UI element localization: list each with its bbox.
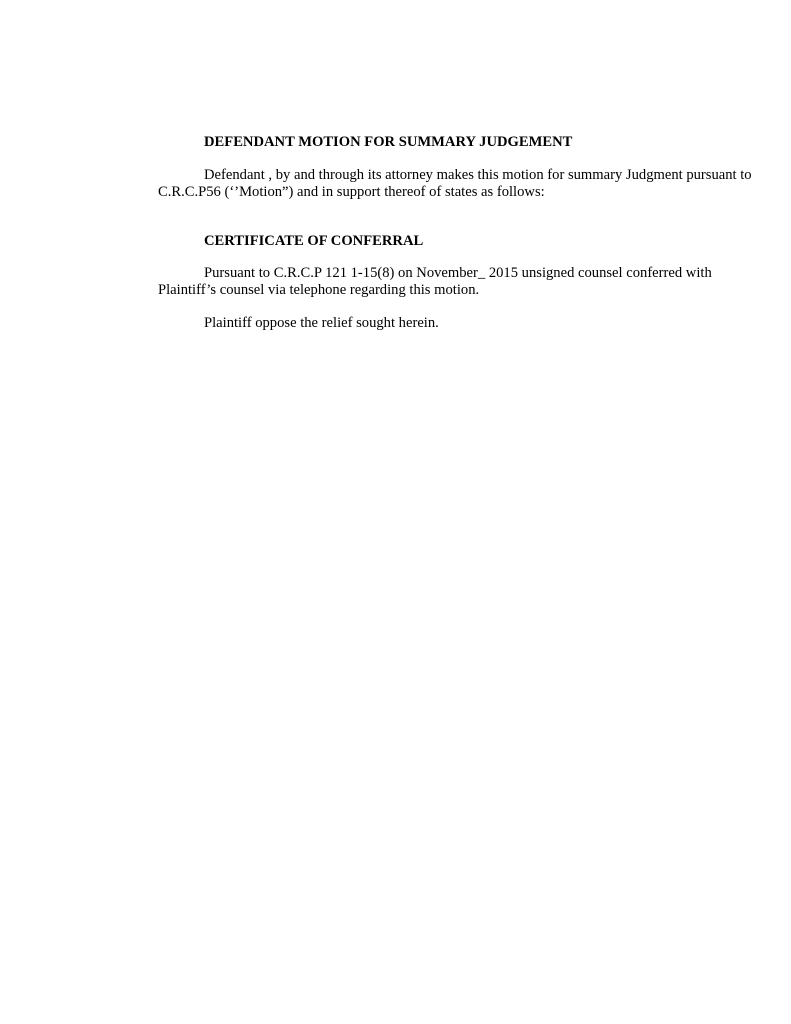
certificate-heading: CERTIFICATE OF CONFERRAL bbox=[204, 233, 424, 249]
opposition-paragraph bbox=[158, 315, 758, 332]
intro-paragraph bbox=[158, 167, 758, 201]
document-title: DEFENDANT MOTION FOR SUMMARY JUDGEMENT bbox=[204, 134, 573, 150]
intro-line: Defendant , by and through its attorney makes this motion for summary Judgment pursuant to bbox=[204, 167, 752, 183]
opposition-line: Plaintiff oppose the relief sought herein. bbox=[204, 315, 439, 331]
conferral-line: Plaintiff’s counsel via telephone regarding this motion. bbox=[158, 282, 480, 298]
conferral-line: Pursuant to C.R.C.P 121 1-15(8) on November_ 2015 unsigned counsel conferred with bbox=[204, 265, 712, 281]
intro-line: C.R.C.P56 (‘’Motion”) and in support thereof of states as follows: bbox=[158, 184, 545, 200]
conferral-paragraph bbox=[158, 265, 758, 299]
